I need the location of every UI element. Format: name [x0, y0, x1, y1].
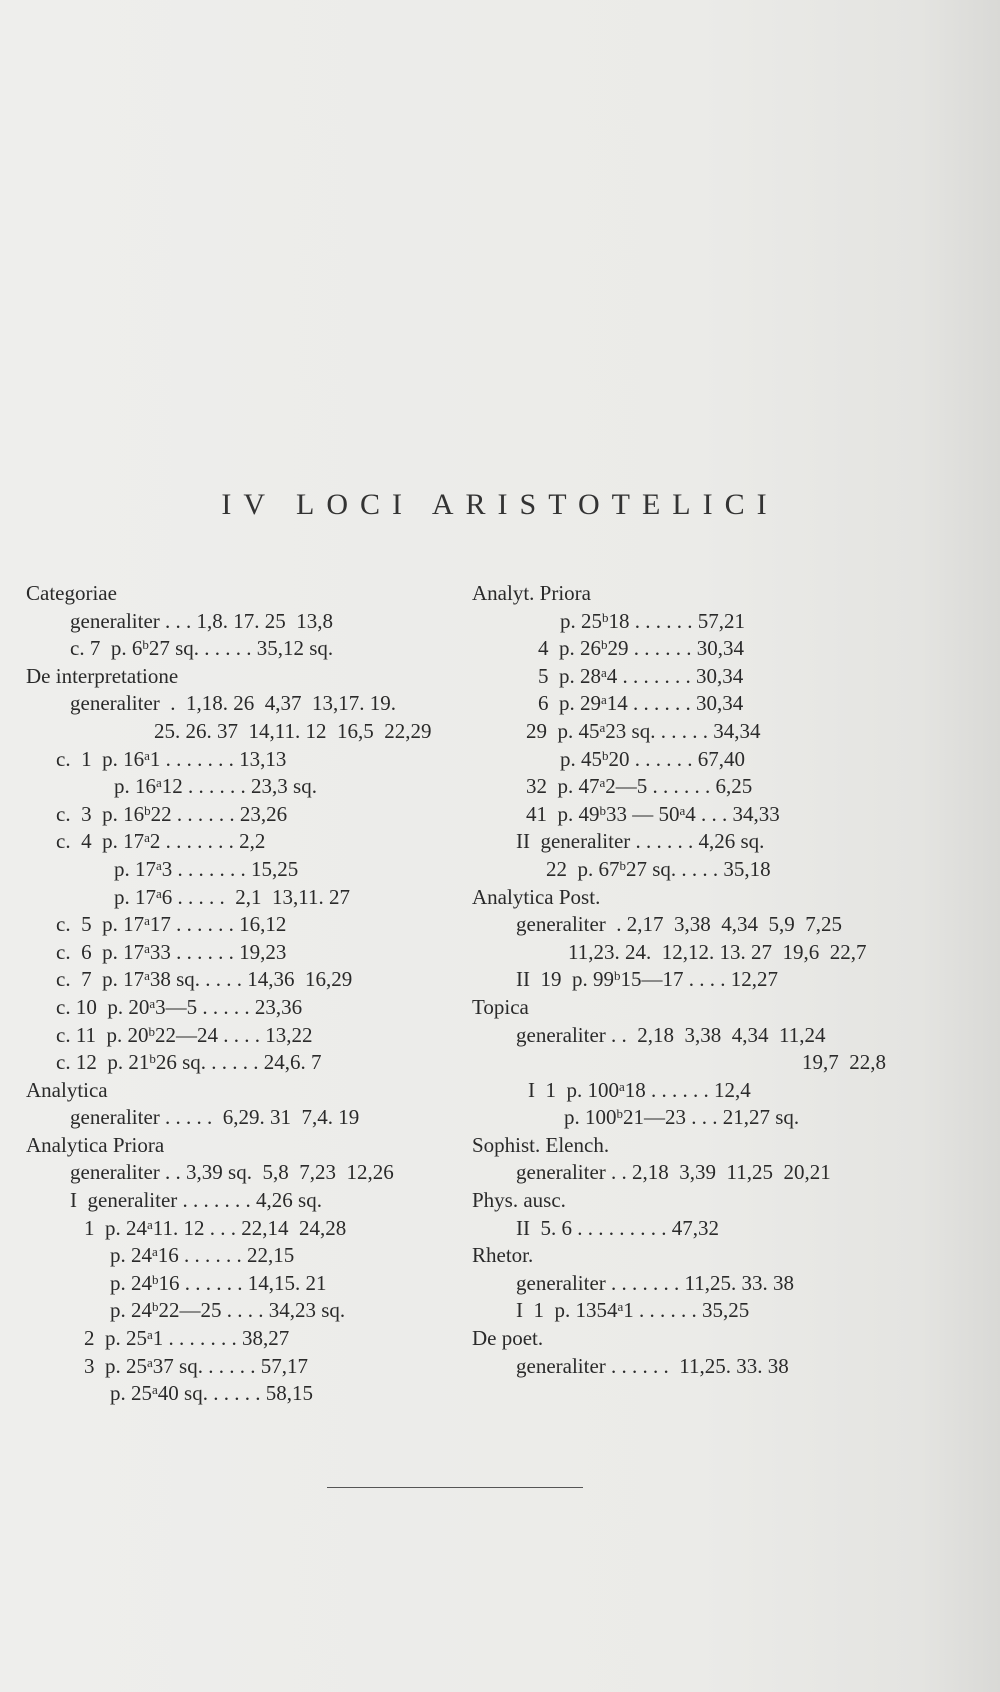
entry-text: I 1 p. 1354$^a$1 . . . . . . 35,25: [516, 1298, 750, 1323]
entry-text: p. 17$^a$6 . . . . . 2,1 13,11. 27: [114, 884, 351, 909]
entry-text: 25. 26. 37 14,11. 12 16,5 22,29: [154, 718, 432, 743]
left-entry: [26, 994, 466, 1022]
left-entry: [26, 1242, 466, 1270]
entry-text: II generaliter . . . . . . 4,26 sq.: [516, 829, 765, 854]
entry-text: De poet.: [472, 1326, 544, 1351]
right-entry: [472, 1325, 892, 1353]
left-entry: [26, 966, 466, 994]
right-entry: [472, 801, 892, 829]
left-entry: [26, 663, 466, 691]
entry-text: 3 p. 25$^a$37 sq. . . . . . 57,17: [84, 1353, 308, 1378]
entry-text: p. 17$^a$3 . . . . . . . 15,25: [114, 856, 299, 881]
entry-text: 11,23. 24. 12,12. 13. 27 19,6 22,7: [568, 939, 867, 964]
entry-text: II 19 p. 99$^b$15—17 . . . . 12,27: [516, 967, 778, 992]
right-entry: [472, 994, 892, 1022]
left-entry: [26, 1353, 466, 1381]
left-entry: [26, 1104, 466, 1132]
entry-text: p. 16$^a$12 . . . . . . 23,3 sq.: [114, 774, 317, 799]
entry-text: 22 p. 67$^b$27 sq. . . . . 35,18: [546, 856, 771, 881]
left-entry: [26, 746, 466, 774]
entry-text: Analyt. Priora: [472, 581, 591, 605]
left-entry: [26, 828, 466, 856]
left-entry: [26, 1049, 466, 1077]
right-entry: [472, 1022, 892, 1050]
left-entry: [26, 801, 466, 829]
entry-text: 19,7 22,8: [802, 1050, 886, 1075]
right-entry: [472, 773, 892, 801]
entry-text: Phys. ausc.: [472, 1188, 566, 1213]
entry-text: II 5. 6 . . . . . . . . . 47,32: [516, 1215, 719, 1240]
entry-text: De interpretatione: [26, 663, 179, 688]
entry-text: c. 7 p. 6$^b$27 sq. . . . . . 35,12 sq.: [70, 636, 334, 661]
left-entry: [26, 608, 466, 636]
entry-text: p. 24$^b$22—25 . . . . 34,23 sq.: [110, 1298, 346, 1323]
entry-text: generaliter . . . . . 6,29. 31 7,4. 19: [70, 1105, 360, 1130]
entry-text: c. 4 p. 17$^a$2 . . . . . . . 2,2: [56, 829, 266, 854]
entry-text: generaliter . . . . . . . 11,25. 33. 38: [516, 1270, 794, 1295]
right-entry: [472, 911, 892, 939]
entry-text: c. 3 p. 16$^b$22 . . . . . . 23,26: [56, 801, 288, 826]
entry-text: Analytica Priora: [26, 1132, 165, 1157]
left-entry: [26, 773, 466, 801]
right-entry: [472, 1242, 892, 1270]
left-entry: [26, 1215, 466, 1243]
entry-text: c. 6 p. 17$^a$33 . . . . . . 19,23: [56, 939, 287, 964]
left-entry: [26, 884, 466, 912]
right-entry: [472, 746, 892, 774]
left-entry: [26, 939, 466, 967]
right-entry: [472, 1159, 892, 1187]
entry-text: p. 45$^b$20 . . . . . . 67,40: [560, 746, 745, 771]
entry-text: c. 12 p. 21$^b$26 sq. . . . . . 24,6. 7: [56, 1050, 322, 1075]
right-entry: [472, 690, 892, 718]
footer-rule: [327, 1487, 583, 1488]
entry-text: 5 p. 28$^a$4 . . . . . . . 30,34: [538, 663, 744, 688]
entry-text: Analytica: [26, 1077, 108, 1102]
entry-text: I generaliter . . . . . . . 4,26 sq.: [70, 1188, 322, 1213]
entry-text: Sophist. Elench.: [472, 1132, 610, 1157]
entry-text: 2 p. 25$^a$1 . . . . . . . 38,27: [84, 1326, 290, 1351]
entry-text: p. 25$^b$18 . . . . . . 57,21: [560, 608, 745, 633]
left-entry: [26, 1159, 466, 1187]
left-entry: [26, 856, 466, 884]
entry-text: p. 25$^a$40 sq. . . . . . 58,15: [110, 1381, 313, 1406]
entry-text: 29 p. 45$^a$23 sq. . . . . . 34,34: [526, 718, 761, 743]
right-column: [472, 580, 892, 1380]
entry-text: p. 24$^b$16 . . . . . . 14,15. 21: [110, 1270, 327, 1295]
right-entry: [472, 608, 892, 636]
right-entry: [472, 1132, 892, 1160]
left-entry: [26, 635, 466, 663]
right-entry: [472, 939, 892, 967]
entry-text: 4 p. 26$^b$29 . . . . . . 30,34: [538, 636, 744, 661]
right-entry: [472, 828, 892, 856]
entry-text: 41 p. 49$^b$33 — 50$^a$4 . . . 34,33: [526, 801, 780, 826]
left-entry: [26, 1077, 466, 1105]
right-entry: [472, 1215, 892, 1243]
entry-text: generaliter . . . 1,8. 17. 25 13,8: [70, 608, 334, 633]
right-entry: [472, 1049, 892, 1077]
left-entry: [26, 690, 466, 718]
entry-text: generaliter . . 3,39 sq. 5,8 7,23 12,26: [70, 1160, 394, 1185]
entry-text: Categoriae: [26, 581, 117, 605]
right-entry: [472, 1270, 892, 1298]
entry-text: p. 24$^a$16 . . . . . . 22,15: [110, 1243, 295, 1268]
page-title: IV LOCI ARISTOTELICI: [221, 488, 779, 521]
entry-text: p. 100$^b$21—23 . . . 21,27 sq.: [564, 1105, 800, 1130]
entry-text: I 1 p. 100$^a$18 . . . . . . 12,4: [528, 1077, 751, 1102]
entry-text: c. 7 p. 17$^a$38 sq. . . . . 14,36 16,29: [56, 967, 353, 992]
right-entry: [472, 663, 892, 691]
right-entry: [472, 1297, 892, 1325]
right-entry: [472, 1187, 892, 1215]
right-entry: [472, 718, 892, 746]
left-column: [26, 580, 466, 1408]
right-entry: [472, 635, 892, 663]
left-entry: [26, 1297, 466, 1325]
right-entry: [472, 580, 892, 608]
left-entry: [26, 1380, 466, 1408]
left-entry: [26, 580, 466, 608]
right-entry: [472, 1104, 892, 1132]
entry-text: generaliter . 2,17 3,38 4,34 5,9 7,25: [516, 912, 843, 937]
left-entry: [26, 1270, 466, 1298]
right-entry: [472, 856, 892, 884]
entry-text: 6 p. 29$^a$14 . . . . . . 30,34: [538, 691, 744, 716]
left-entry: [26, 911, 466, 939]
entry-text: c. 11 p. 20$^b$22—24 . . . . 13,22: [56, 1022, 313, 1047]
entry-text: generaliter . . . . . . 11,25. 33. 38: [516, 1353, 789, 1378]
entry-text: c. 5 p. 17$^a$17 . . . . . . 16,12: [56, 912, 287, 937]
entry-text: Analytica Post.: [472, 884, 601, 909]
right-entry: [472, 884, 892, 912]
left-entry: [26, 1022, 466, 1050]
left-entry: [26, 1132, 466, 1160]
left-entry: [26, 1325, 466, 1353]
left-entry: [26, 1187, 466, 1215]
right-entry: [472, 1077, 892, 1105]
entry-text: 32 p. 47$^a$2—5 . . . . . . 6,25: [526, 774, 753, 799]
entry-text: c. 10 p. 20$^a$3—5 . . . . . 23,36: [56, 994, 303, 1019]
entry-text: Rhetor.: [472, 1243, 534, 1268]
right-entry: [472, 966, 892, 994]
entry-text: Topica: [472, 994, 529, 1019]
entry-text: generaliter . . 2,18 3,38 4,34 11,24: [516, 1022, 826, 1047]
entry-text: generaliter . 1,18. 26 4,37 13,17. 19.: [70, 691, 397, 716]
left-entry: [26, 718, 466, 746]
entry-text: generaliter . . 2,18 3,39 11,25 20,21: [516, 1160, 831, 1185]
entry-text: 1 p. 24$^a$11. 12 . . . 22,14 24,28: [84, 1215, 347, 1240]
right-entry: [472, 1353, 892, 1381]
entry-text: c. 1 p. 16$^a$1 . . . . . . . 13,13: [56, 746, 287, 771]
